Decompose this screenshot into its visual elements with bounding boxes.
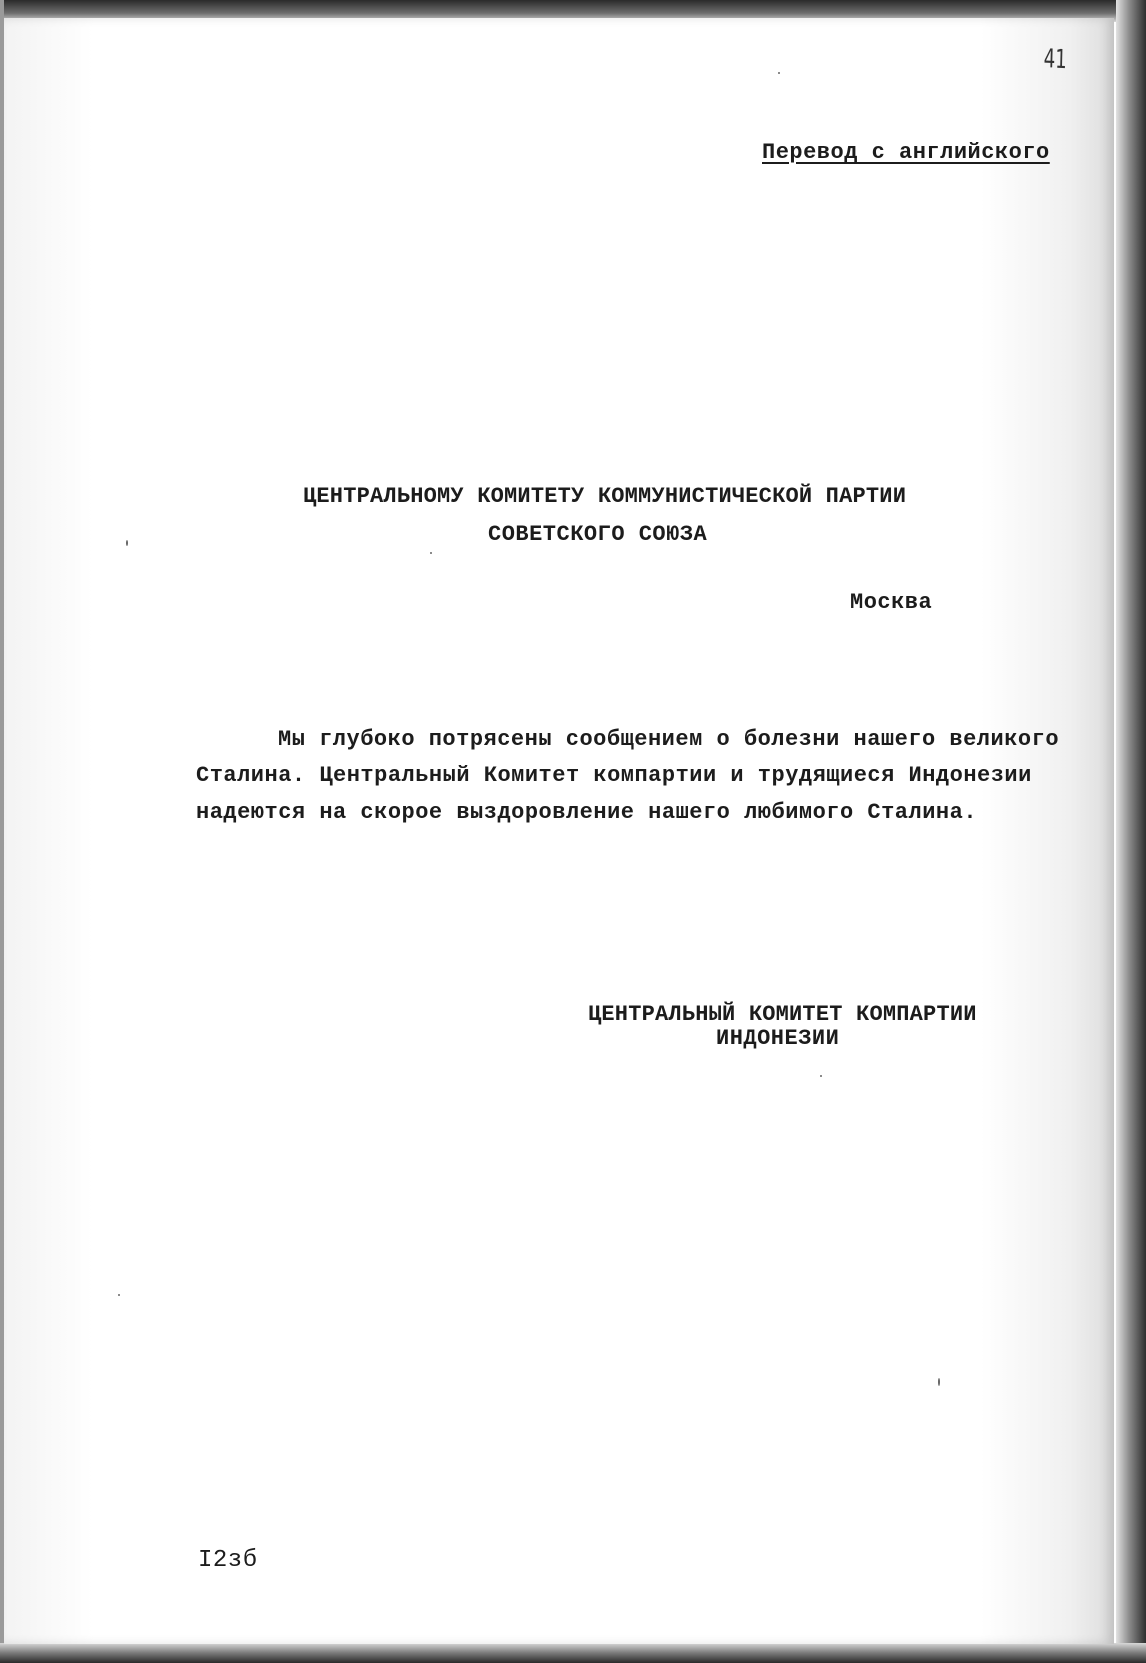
signature-line-2: ИНДОНЕЗИИ bbox=[716, 1026, 840, 1051]
addressee-city: Москва bbox=[850, 590, 933, 615]
scan-edge-right bbox=[1116, 0, 1146, 1663]
translation-note: Перевод с английского bbox=[762, 140, 1050, 165]
page-number: 41 bbox=[1043, 44, 1068, 76]
scan-edge-bottom bbox=[0, 1643, 1146, 1663]
body-line-2: Сталина. Центральный Комитет компартии и трудящиеся Индонезии bbox=[196, 763, 1032, 788]
scan-speck bbox=[118, 1294, 120, 1296]
body-line-3: надеются на скорое выздоровление нашего любимого Сталина. bbox=[196, 800, 978, 825]
body-line-1: Мы глубоко потрясены сообщением о болезни нашего великого bbox=[278, 727, 1060, 752]
scan-speck bbox=[778, 72, 780, 74]
scan-speck bbox=[938, 1378, 940, 1386]
scan-speck bbox=[126, 540, 128, 546]
paper-sheet bbox=[4, 18, 1114, 1644]
scan-speck bbox=[430, 552, 432, 554]
footer-code: I2зб bbox=[198, 1547, 258, 1574]
addressee-line-1: ЦЕНТРАЛЬНОМУ КОМИТЕТУ КОММУНИСТИЧЕСКОЙ ПАРТИИ bbox=[303, 484, 907, 509]
signature-line-1: ЦЕНТРАЛЬНЫЙ КОМИТЕТ КОМПАРТИИ bbox=[588, 1002, 977, 1027]
scan-speck bbox=[820, 1075, 822, 1077]
addressee-line-2: СОВЕТСКОГО СОЮЗА bbox=[488, 522, 708, 547]
